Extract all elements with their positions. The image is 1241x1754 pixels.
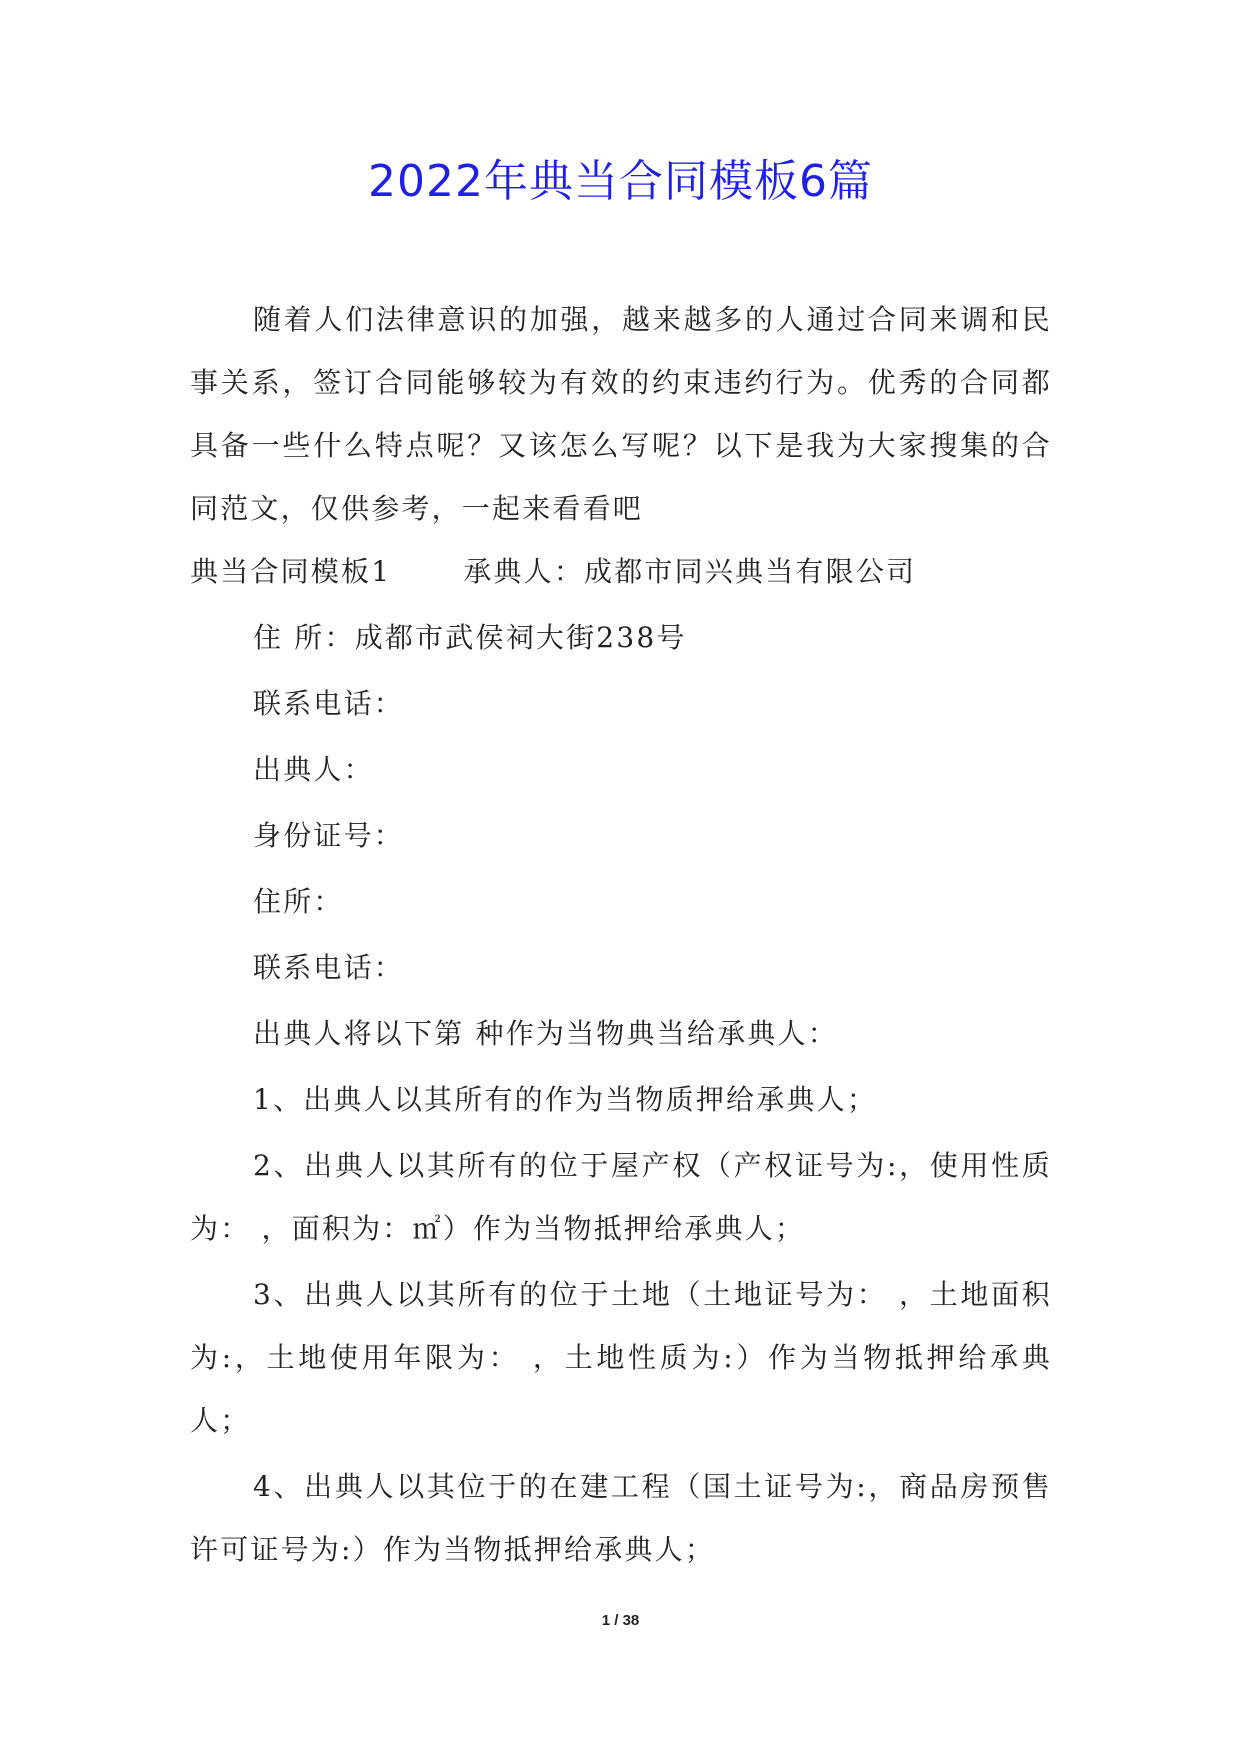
intro-paragraph: 随着人们法律意识的加强，越来越多的人通过合同来调和民事关系，签订合同能够较为有效的约束违约行为。优秀的合同都具备一些什么特点呢？又该怎么写呢？以下是我为大家搜集的合同范文，仅供参考，一起来看看吧 bbox=[190, 303, 1052, 525]
section-heading-line bbox=[190, 540, 1052, 603]
pawnor-phone-line: 联系电话： bbox=[253, 951, 405, 984]
clause-3: 3、出典人以其所有的位于土地（土地证号为： ，土地面积为:，土地使用年限为： ，土地性质为:）作为当物抵押给承典人； bbox=[190, 1278, 1052, 1437]
document-body bbox=[190, 288, 1052, 1581]
clause-4: 4、出典人以其位于的在建工程（国土证号为:，商品房预售许可证号为:）作为当物抵押给承典人； bbox=[190, 1470, 1052, 1566]
phone-line: 联系电话： bbox=[253, 687, 405, 720]
section-heading: 典当合同模板1 bbox=[190, 555, 392, 588]
residence-line: 住所： bbox=[253, 885, 344, 918]
address-line: 住 所：成都市武侯祠大街238号 bbox=[253, 621, 687, 654]
pawnor-line: 出典人： bbox=[253, 753, 374, 786]
pledge-intro-line: 出典人将以下第 种作为当物典当给承典人： bbox=[253, 1017, 838, 1050]
pawnee-line: 承典人：成都市同兴典当有限公司 bbox=[463, 555, 917, 588]
id-number-line: 身份证号： bbox=[253, 819, 405, 852]
page-number: 1 / 38 bbox=[601, 1612, 640, 1629]
clause-2: 2、出典人以其所有的位于屋产权（产权证号为:，使用性质为： ，面积为：㎡）作为当物抵押给承典人； bbox=[190, 1149, 1052, 1245]
clause-1: 1、出典人以其所有的作为当物质押给承典人； bbox=[253, 1083, 878, 1116]
document-title: 2022年典当合同模板6篇 bbox=[368, 156, 873, 207]
